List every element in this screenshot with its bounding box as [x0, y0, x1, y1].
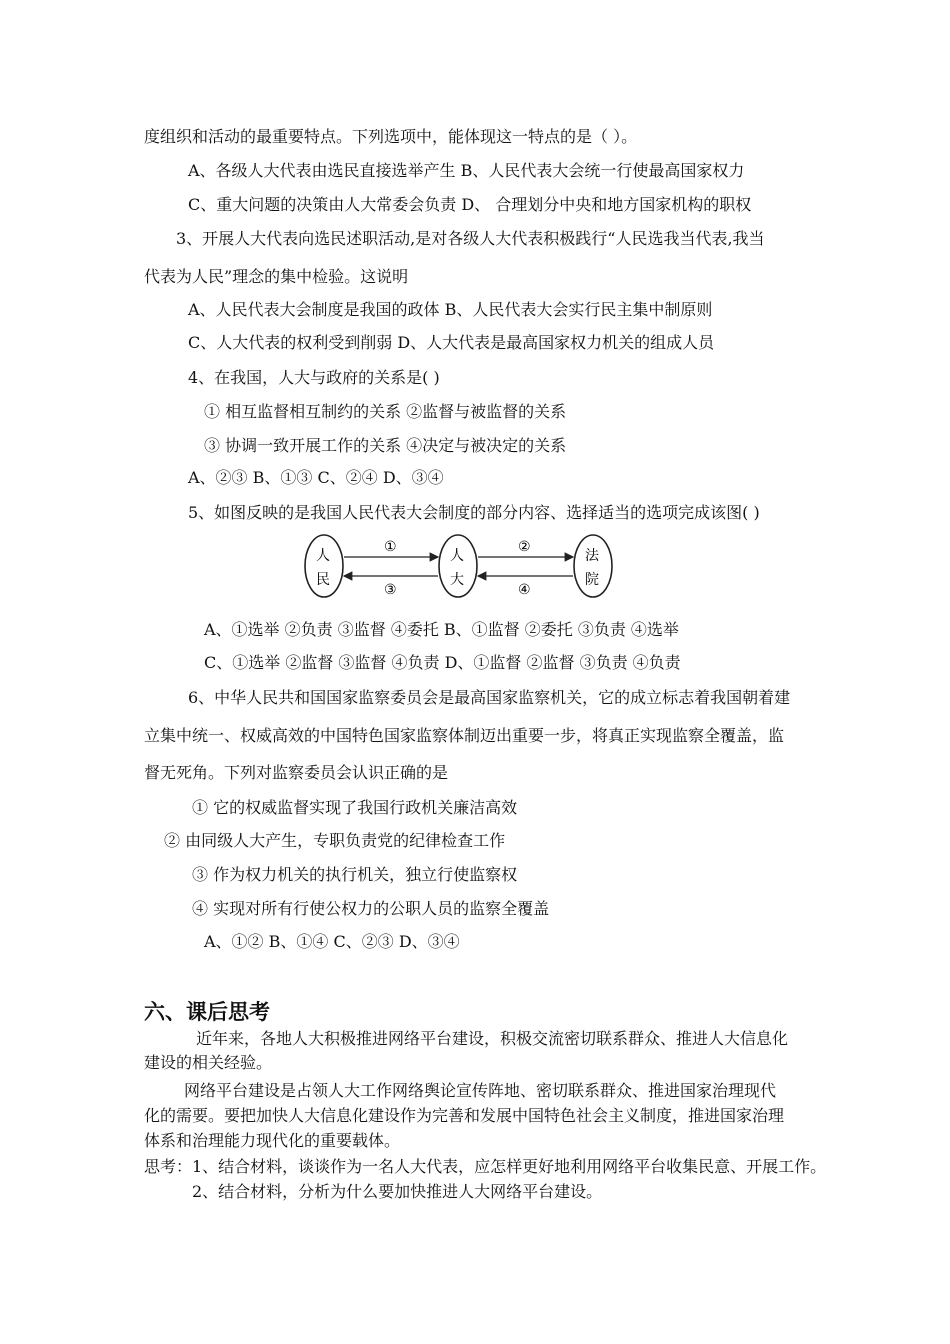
arrow-4-label: ④: [518, 582, 531, 598]
q6-options: A、①② B、①④ C、②③ D、③④: [204, 932, 460, 951]
q6-item-3: ③ 作为权力机关的执行机关，独立行使监察权: [192, 865, 518, 884]
q3-options-cd: C、人大代表的权利受到削弱 D、人大代表是最高国家权力机关的组成人员: [188, 333, 715, 352]
q6-item-2: ② 由同级人大产生，专职负责党的纪律检查工作: [164, 831, 506, 850]
node-npc-char1: 人: [450, 548, 464, 564]
arrow-2-label: ②: [518, 539, 531, 555]
q6-item-1: ① 它的权威监督实现了我国行政机关廉洁高效: [192, 798, 518, 817]
section-p2-line2: 化的需要。要把加快人大信息化建设作为完善和发展中国特色社会主义制度，推进国家治理: [144, 1106, 785, 1125]
q3-stem-line1: 3、开展人大代表向选民述职活动,是对各级人大代表积极践行“人民选我当代表,我当: [176, 229, 765, 248]
q5-diagram: [302, 531, 614, 601]
q4-options: A、②③ B、①③ C、②④ D、③④: [188, 468, 444, 487]
q4-items-12: ① 相互监督相互制约的关系 ②监督与被监督的关系: [204, 402, 567, 421]
q2-stem-tail: 度组织和活动的最重要特点。下列选项中，能体现这一特点的是（ ）。: [144, 127, 638, 146]
q3-options-ab: A、人民代表大会制度是我国的政体 B、人民代表大会实行民主集中制原则: [188, 300, 713, 319]
q5-stem: 5、如图反映的是我国人民代表大会制度的部分内容、选择适当的选项完成该图( ): [188, 503, 760, 522]
q6-stem-line3: 督无死角。下列对监察委员会认识正确的是: [144, 763, 449, 782]
section-p2-line3: 体系和治理能力现代化的重要载体。: [144, 1131, 401, 1150]
q4-stem: 4、在我国，人大与政府的关系是( ): [188, 368, 440, 387]
section-p2-line1: 网络平台建设是占领人大工作网络舆论宣传阵地、密切联系群众、推进国家治理现代: [184, 1081, 777, 1100]
section-p1-line2: 建设的相关经验。: [144, 1053, 273, 1072]
section-heading: 六、课后思考: [144, 1000, 270, 1024]
q4-items-34: ③ 协调一致开展工作的关系 ④决定与被决定的关系: [204, 436, 567, 455]
node-court-char1: 法: [585, 548, 599, 564]
node-npc-char2: 大: [450, 572, 464, 588]
q5-options-cd: C、①选举 ②监督 ③监督 ④负责 D、①监督 ②监督 ③负责 ④负责: [204, 653, 681, 672]
q2-options-cd: C、重大问题的决策由人大常委会负责 D、 合理划分中央和地方国家机构的职权: [188, 195, 752, 214]
section-think-1: 思考：1、结合材料，谈谈作为一名人大代表，应怎样更好地利用网络平台收集民意、开展工作。: [144, 1157, 827, 1176]
section-think-2: 2、结合材料，分析为什么要加快推进人大网络平台建设。: [192, 1182, 603, 1201]
q5-options-ab: A、①选举 ②负责 ③监督 ④委托 B、①监督 ②委托 ③负责 ④选举: [204, 620, 679, 639]
node-people-char1: 人: [316, 548, 330, 564]
q2-options-ab: A、各级人大代表由选民直接选举产生 B、人民代表大会统一行使最高国家权力: [188, 161, 745, 180]
q3-stem-line2: 代表为人民”理念的集中检验。这说明: [144, 267, 409, 286]
q6-item-4: ④ 实现对所有行使公权力的公职人员的监察全覆盖: [192, 899, 550, 918]
arrow-1-label: ①: [384, 539, 397, 555]
arrow-3-label: ③: [384, 582, 397, 598]
node-people-char2: 民: [316, 572, 330, 588]
node-court-char2: 院: [585, 572, 599, 588]
q6-stem-line1: 6、中华人民共和国国家监察委员会是最高国家监察机关，它的成立标志着我国朝着建: [188, 688, 791, 707]
q6-stem-line2: 立集中统一、权威高效的中国特色国家监察体制迈出重要一步，将真正实现监察全覆盖，监: [144, 726, 785, 745]
section-p1-line1: 近年来，各地人大积极推进网络平台建设，积极交流密切联系群众、推进人大信息化: [196, 1029, 789, 1048]
